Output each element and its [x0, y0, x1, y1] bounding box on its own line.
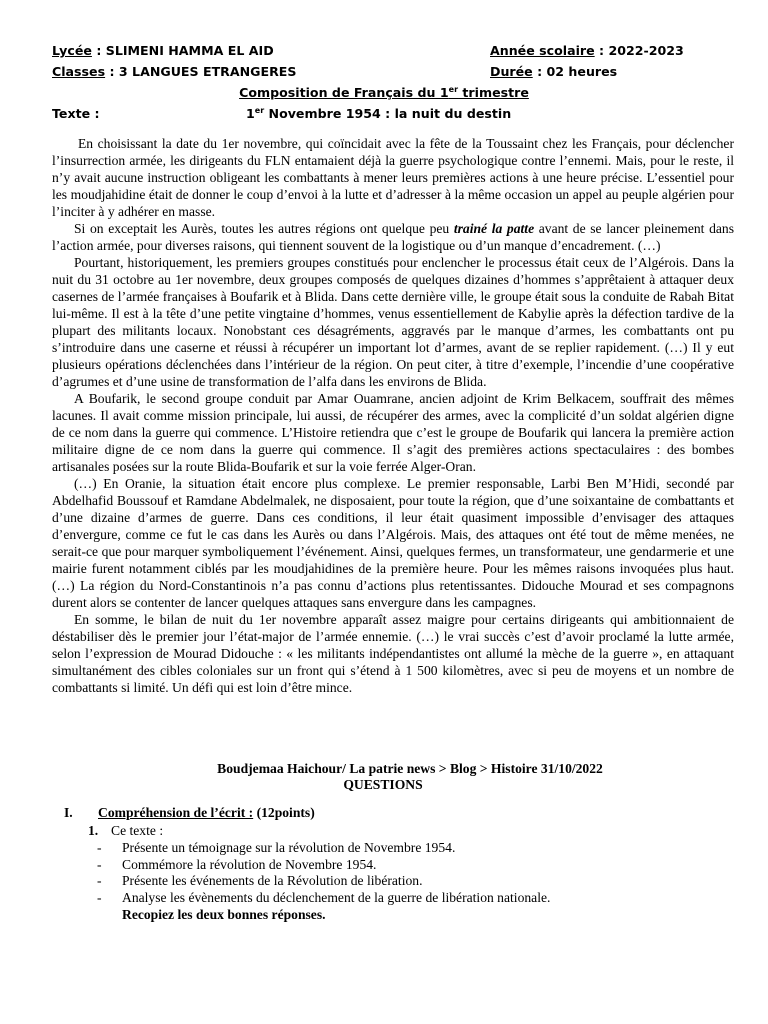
questions-title: QUESTIONS — [343, 777, 423, 792]
lycee-line — [52, 41, 274, 61]
option-bullet: - — [97, 890, 102, 905]
classes-value: : 3 LANGUES ETRANGERES — [105, 64, 297, 79]
paragraph-2: Si on exceptait les Aurès, toutes les autres régions ont quelque peu trainé la patte avant de se lancer pleinement dans l’action armée, pour diverses raisons, qui tiennent souvent de la logistique ou d’un manque d’encadrement. (…) — [52, 221, 734, 253]
source-line: Boudjemaa Haichour/ La patrie news > Blog > Histoire 31/10/2022 — [217, 761, 603, 776]
annee-value: : 2022-2023 — [594, 43, 684, 58]
option-3: Présente les événements de la Révolution de libération. — [122, 873, 423, 888]
texte-label: Texte : — [52, 106, 100, 121]
question-number: 1. — [88, 823, 99, 838]
section-numeral: I. — [64, 805, 73, 820]
option-bullet: - — [97, 840, 102, 855]
duree-value: : 02 heures — [532, 64, 618, 79]
duree-label: Durée — [490, 64, 533, 79]
annee-label: Année scolaire — [490, 43, 595, 58]
classes-label: Classes — [52, 64, 106, 79]
classes-line — [52, 62, 296, 82]
option-1: Présente un témoignage sur la révolution de Novembre 1954. — [122, 840, 456, 855]
option-2: Commémore la révolution de Novembre 1954. — [122, 857, 377, 872]
emphasis-phrase: trainé la patte — [453, 221, 535, 236]
section-points: (12points) — [253, 805, 315, 820]
paragraph-6: En somme, le bilan de nuit du 1er novembre apparaît assez maigre pour certains dirigeants qui ambitionnaient de déstabiliser dès le premier jour l’état-major de l’armée ennemie. (…) le vrai succès c’est d’avoir proclamé la lutte armée, selon l’expression de Mourad Didouche : « les militants indépendantistes ont allumé la mèche de la guerre », en attaquant simultanément des cibles coloniales sur un front qui s’étend à 1 500 kilomètres, avec si peu de moyens et un nombre de combattants si limité. Un défi qui est loin d’être mince. — [52, 612, 734, 695]
paragraph-5: (…) En Oranie, la situation était encore plus complexe. Le premier responsable, Larbi Ben M’Hidi, secondé par Abdelhafid Boussouf et Ramdane Abdelmalek, ne disposaient, pour toute la région, que d’une soixantaine de combattants et d’une dizaine d’armes de guerre. Dans ces conditions, il leur était quasiment impossible d’envisager des attaques d’envergure, comme ce fut le cas dans les Aurès ou dans l’Algérois. Mais, des attaques ont été tout de même menées, ne serait-ce que pour marquer symboliquement l’événement. Ainsi, quelques fermes, un transformateur, une gendarmerie et une mairie furent notamment ciblés par les moudjahidines de la première heure. Pour les mêmes raisons invoquées plus haut. (…) La région du Nord-Constantinois n’a pas connu d’actions plus retentissantes. Didouche Mourad et ses compagnons durent alors se contenter de lancer quelques attaques sans envergure dans les campagnes. — [52, 476, 734, 610]
duree-line — [490, 62, 617, 82]
paragraph-4: A Boufarik, le second groupe conduit par Amar Ouamrane, ancien adjoint de Krim Belkacem, souffrait des mêmes lacunes. Il avait comme mission principale, lui aussi, de récupérer des armes, avec la complicité d’un soldat algérien digne de ce nom dans la guerre qui commence. L’Histoire retiendra que c’est le groupe de Boufarik qui lancera la première action militaire digne de ce nom dans la guerre qui commence. Il s’agit des premières actions spectaculaires : des bombes artisanales posées sur la route Blida-Boufarik et sur la voie ferrée Alger-Oran. — [52, 391, 734, 474]
lycee-value: : SLIMENI HAMMA EL AID — [91, 43, 274, 58]
section-title: Compréhension de l’écrit : — [98, 805, 254, 820]
header-row-2 — [52, 62, 732, 82]
texte-title: 1er Novembre 1954 : la nuit du destin — [246, 106, 512, 121]
article-body — [52, 135, 734, 696]
composition-title: Composition de Français du 1er trimestre — [239, 85, 529, 100]
question-instruction: Recopiez les deux bonnes réponses. — [122, 907, 326, 922]
paragraph-3: Pourtant, historiquement, les premiers groupes constitués pour enclencher le processus était ceux de l’Algérois. Dans la nuit du 31 octobre au 1er novembre, deux groupes composés de quelques dizaines d’hommes s’apprêtaient à attaquer deux casernes de l’armée françaises à Boufarik et à Blida. Dans cette dernière ville, le groupe était sous la conduite de Rabah Bitat lui-même. Il est à la tête d’une petite vingtaine d’hommes, venus essentiellement de Kabylie après la défection tardive de la plupart des militants locaux. Nonobstant ces désagréments, aggravés par le manque d’armes, les combattants ont pu s’introduire dans une caserne et réussi à récupérer un important lot d’armes, avant de se replier rapidement. (…) Il y eut plusieurs opérations déclenchées dans l’intérieur de la région. On peut citer, à titre d’exemple, l’incendie d’une coopérative d’agrumes et d’une usine de transformation de l’alfa dans les environs de Blida. — [52, 255, 734, 389]
lycee-label: Lycée — [52, 43, 92, 58]
option-bullet: - — [97, 857, 102, 872]
section-heading — [98, 804, 315, 821]
annee-line — [490, 41, 684, 61]
option-4: Analyse les évènements du déclenchement de la guerre de libération nationale. — [122, 890, 551, 905]
question-stem: Ce texte : — [111, 823, 164, 838]
header-row-1 — [52, 41, 732, 61]
paragraph-1: En choisissant la date du 1er novembre, qui coïncidait avec la fête de la Toussaint chez les Français, pour déclencher l’insurrection armée, les dirigeants du FLN entamaient déjà la guerre psychologique contre l’ennemi. Mais, pour le reste, il n’y avait aucune instruction obligeant les combattants à mener leurs premières actions à une heure précise. L’essentiel pour les moudjahidine était de donner le coup d’envoi à la lutte et d’adresser à la même occasion un appel au peuple algérien pour l’inciter à y adhérer en masse. — [52, 136, 734, 219]
option-bullet: - — [97, 873, 102, 888]
